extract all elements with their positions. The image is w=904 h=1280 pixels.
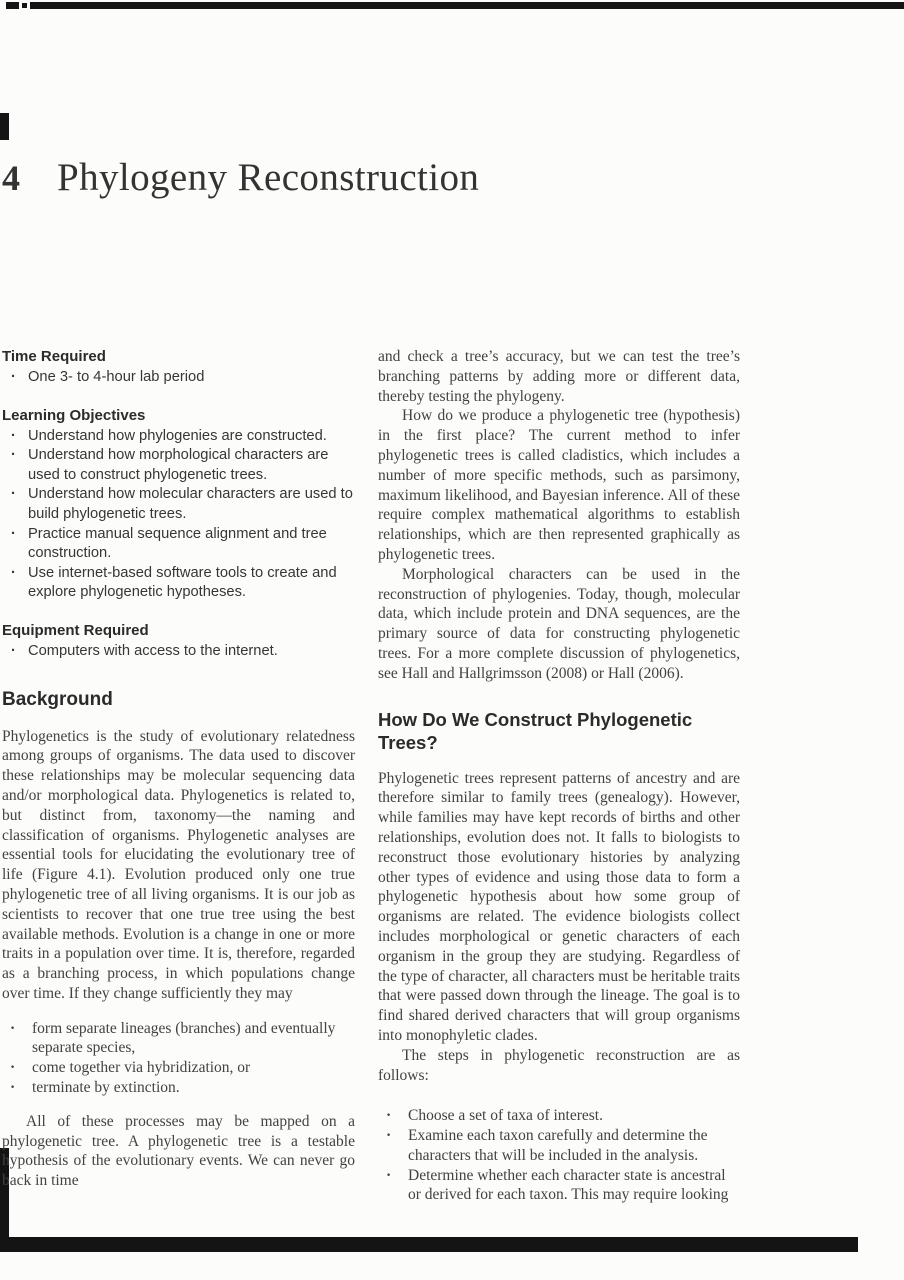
body-paragraph: Phylogenetic trees represent patterns of ancestry and are therefore similar to family trees (genealogy). However, while families may have kept records of births and other relationships, evolution does not. It falls to biologists to reconstruct those evolutionary histories by analyzing other types of evidence and using those data to form a phylogenetic hypothesis about how some group of organisms are related. The evidence biologists collect includes morphological or genetic characters of each organism in the group they are studying. Regardless of the type of character, all characters must be heritable traits that were passed down through the lineage. The goal is to find shared derived characters that will group organisms into monophyletic clades.	[378, 769, 740, 1044]
body-paragraph: How do we produce a phylogenetic tree (hypothesis) in the first place? The current method to infer phylogenetic trees is called cladistics, which includes a number of more specific methods, such as parsimony, maximum likelihood, and Bayesian inference. All of these require complex mathematical algorithms to establish relationships, which are then represented graphically as phylogenetic trees.	[378, 407, 740, 563]
scan-artifact-bottom-bar	[0, 1237, 26, 1252]
two-column-body	[2, 347, 740, 1205]
body-paragraph: The steps in phylogenetic reconstruction are as follows:	[378, 1046, 740, 1084]
list-item: · Understand how phylogenies are constructed.	[2, 427, 355, 447]
background-paragraph: All of these processes may be mapped on a phylogenetic tree. A phylogenetic tree is a testable hypothesis of the evolutionary events. We can never go back in time	[2, 1112, 355, 1190]
chapter-number: 4	[2, 158, 20, 198]
chapter-title: Phylogeny Reconstruction	[57, 156, 480, 199]
scan-artifact-left-mark	[0, 113, 9, 140]
section-learning-objectives	[2, 406, 355, 603]
list-item: · Choose a set of taxa of interest.	[378, 1106, 740, 1126]
list-item: · Understand how molecular characters are used to build phylogenetic trees.	[2, 485, 355, 524]
scan-artifact-top-bar	[30, 2, 904, 9]
list-item: · Examine each taxon carefully and determine the characters that will be included in the analysis.	[378, 1126, 740, 1166]
background-bullet-list	[2, 1019, 355, 1098]
list-item: · Practice manual sequence alignment and tree construction.	[2, 525, 355, 564]
list-item: · Computers with access to the internet.	[2, 642, 355, 662]
list-item: · come together via hybridization, or	[2, 1058, 355, 1078]
list-item: · Determine whether each character state is ancestral or derived for each taxon. This may require looking	[378, 1166, 740, 1206]
list-item: · form separate lineages (branches) and eventually separate species,	[2, 1019, 355, 1059]
list-item: · Understand how morphological characters are used to construct phylogenetic trees.	[2, 446, 355, 485]
list-item: · One 3- to 4-hour lab period	[2, 368, 355, 388]
background-paragraph: Phylogenetics is the study of evolutionary relatedness among groups of organisms. The data used to discover these relationships may be molecular sequencing data and/or morphological data. Phylogenetics is related to, but distinct from, taxonomy—the naming and classification of organisms. Phylogenetic analyses are essential tools for elucidating the evolutionary tree of life (Figure 4.1). Evolution produced only one true phylogenetic tree of all living organisms. It is our job as scientists to recover that one true tree using the best available methods. Evolution is a change in one or more traits in a population over time. It is, therefore, regarded as a branching process, in which populations change over time. If they change sufficiently they may	[2, 727, 355, 1002]
section-equipment-required	[2, 621, 355, 662]
body-paragraph: and check a tree’s accuracy, but we can test the tree’s branching patterns by adding more or different data, thereby testing the phylogeny.	[378, 348, 740, 405]
list-item: · Use internet-based software tools to create and explore phylogenetic hypotheses.	[2, 564, 355, 603]
left-column	[2, 347, 355, 1205]
background-heading: Background	[2, 688, 113, 710]
steps-bullet-list	[378, 1106, 740, 1205]
section-heading: Learning Objectives	[2, 406, 146, 424]
section-heading: Equipment Required	[2, 621, 149, 639]
body-paragraph: Morphological characters can be used in the reconstruction of phylogenies. Today, though, molecular data, which include protein and DNA sequences, are the primary source of data for constructing phylogenetic trees. For a more complete discussion of phylogenetics, see Hall and Hallgrimsson (2008) or Hall (2006).	[378, 565, 740, 682]
scan-artifact-top-dash	[6, 2, 19, 9]
scan-artifact-bottom-bar	[26, 1237, 858, 1252]
list-item: · terminate by extinction.	[2, 1078, 355, 1098]
section-heading: Time Required	[2, 348, 106, 365]
right-column	[378, 347, 740, 1205]
construct-trees-heading: How Do We Construct Phylogenetic Trees?	[378, 708, 693, 753]
section-time-required	[2, 347, 355, 388]
scan-artifact-top-dash	[22, 3, 27, 8]
chapter-header	[2, 155, 479, 200]
